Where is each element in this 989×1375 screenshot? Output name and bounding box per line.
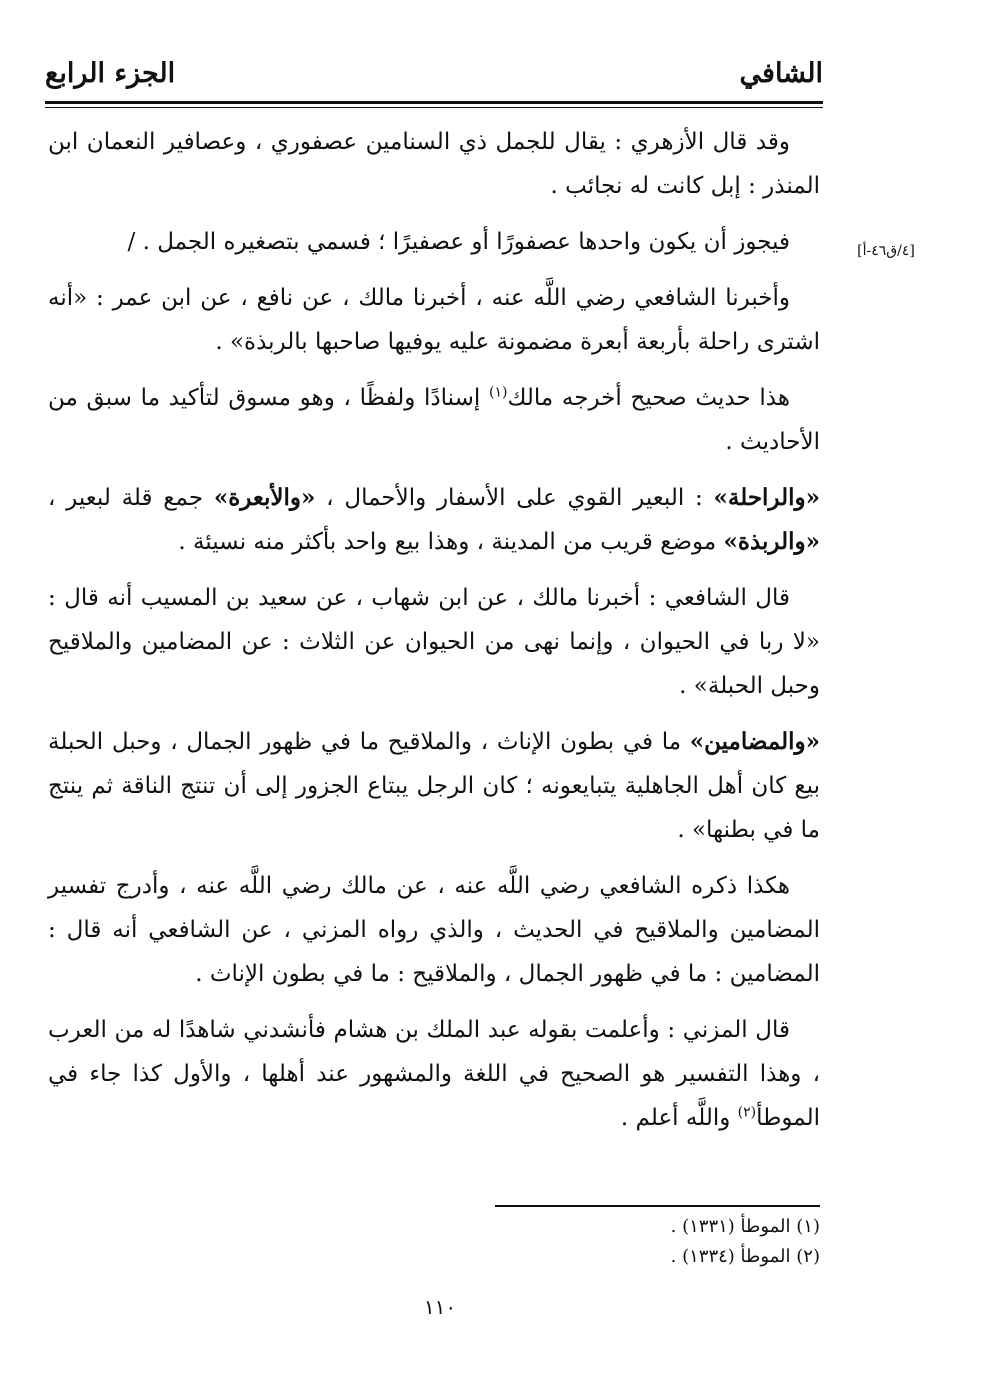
footnotes (495, 1212, 820, 1272)
paragraph-1: وقد قال الأزهري : يقال للجمل ذي السنامين عصفوري ، وعصافير النعمان ابن المنذر : إبل كانت له نجائب . (48, 129, 820, 199)
paragraph-5-part-1: : البعير القوي على الأسفار والأحمال ، (315, 485, 714, 511)
book-title: الشافي (739, 58, 823, 89)
term-rabadha: «والربذة» (723, 528, 820, 555)
main-text (48, 120, 820, 1152)
footnote-ref-1: (١) (489, 384, 508, 401)
paragraph-3: وأخبرنا الشافعي رضي اللَّه عنه ، أخبرنا مالك ، عن نافع ، عن ابن عمر : «أنه اشترى راحلة بأربعة أبعرة مضمونة عليه يوفيها صاحبها بالربذة» . (48, 285, 820, 355)
footnote-ref-2: (٢) (737, 1104, 757, 1121)
header-rule-thick (45, 101, 823, 104)
paragraph-8: هكذا ذكره الشافعي رضي اللَّه عنه ، عن مالك رضي اللَّه عنه ، وأدرج تفسير المضامين والملاقيح في الحديث ، والذي رواه المزني ، عن الشافعي أنه قال : المضامين : ما في ظهور الجمال ، والملاقيح : ما في بطون الإناث . (48, 873, 820, 987)
footnote-1: (١) الموطأ (١٣٣١) . (670, 1216, 820, 1237)
term-madamin: «والمضامين» (689, 728, 820, 755)
paragraph-9-text-before: قال المزني : وأعلمت بقوله عبد الملك بن هشام فأنشدني شاهدًا له من العرب ، وهذا التفسير هو الصحيح في اللغة والمشهور عند أهلها ، والأول كذا جاء في الموطأ (48, 1017, 820, 1131)
paragraph-5-part-2: جمع قلة لبعير ، (48, 485, 214, 511)
running-header (45, 58, 823, 98)
paragraph-2: فيجوز أن يكون واحدها عصفورًا أو عصفيرًا ؛ فسمي بتصغيره الجمل . / (127, 229, 790, 255)
paragraph-4-text-after: إسنادًا ولفظًا ، وهو مسوق لتأكيد ما سبق من الأحاديث . (48, 385, 820, 455)
term-rahila: «والراحلة» (713, 484, 820, 511)
header-rule-thin (45, 107, 823, 108)
paragraph-5-part-3: موضع قريب من المدينة ، وهذا بيع واحد بأكثر منه نسيئة . (178, 529, 724, 555)
paragraph-4 (48, 376, 820, 464)
paragraph-5 (48, 476, 820, 564)
paragraph-6: قال الشافعي : أخبرنا مالك ، عن ابن شهاب ، عن سعيد بن المسيب أنه قال : «لا ربا في الحيوان ، وإنما نهى من الحيوان عن الثلاث : عن المضامين والملاقيح وحبل الحبلة» . (48, 585, 820, 699)
manuscript-folio-note: [٤/ق٤٦-أ] (857, 243, 915, 259)
paragraph-9-text-after: واللَّه أعلم . (620, 1105, 738, 1131)
footnote-2: (٢) الموطأ (١٣٣٤) . (670, 1246, 820, 1267)
paragraph-9 (48, 1008, 820, 1140)
paragraph-7-text: ما في بطون الإناث ، والملاقيح ما في ظهور الجمال ، وحبل الحبلة بيع كان أهل الجاهلية يتبايعونه ؛ كان الرجل يبتاع الجزور إلى أن تنتج الناقة ثم ينتج ما في بطنها» . (48, 729, 820, 843)
term-abira: «والأبعرة» (213, 484, 316, 511)
part-title: الجزء الرابع (45, 58, 176, 89)
page-number: ١١٠ (423, 1295, 457, 1319)
paragraph-7 (48, 720, 820, 852)
footnote-rule (495, 1205, 820, 1207)
paragraph-4-text-before: هذا حديث صحيح أخرجه مالك (507, 385, 790, 411)
